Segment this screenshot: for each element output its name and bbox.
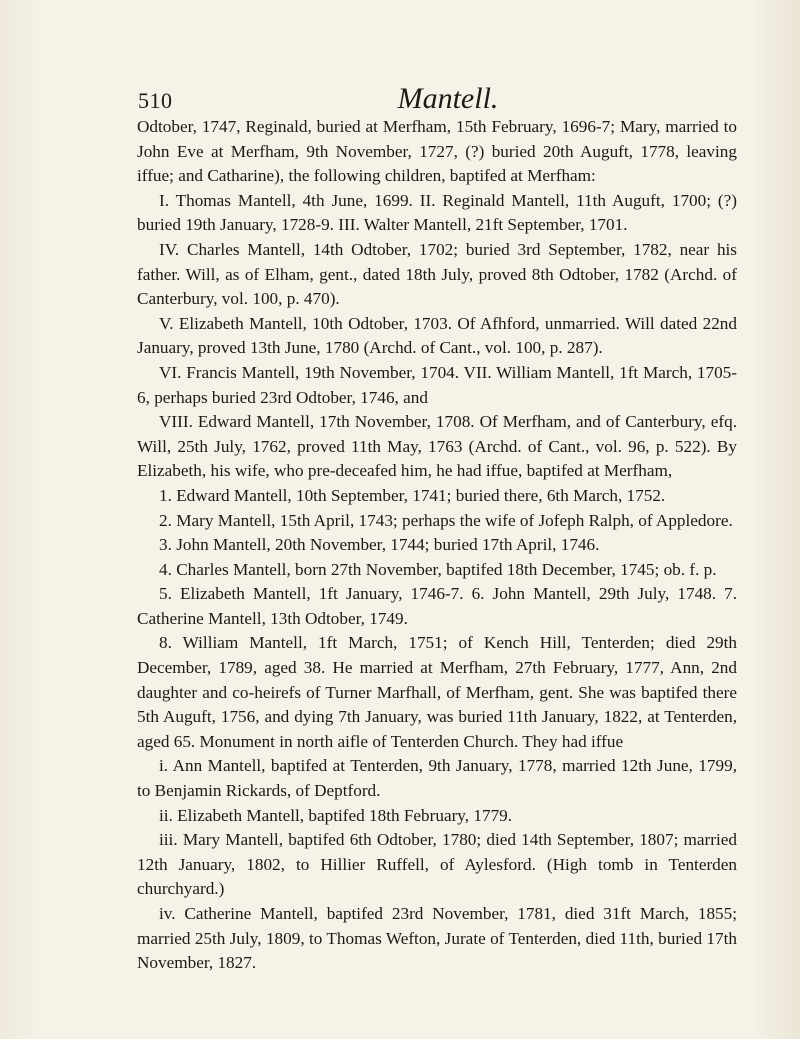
paragraph: Odtober, 1747, Reginald, buried at Merfham, 15th February, 1696-7; Mary, married to John Eve at Merfham, 9th November, 1727, (?) buried 20th Auguft, 1778, leaving iffue; and Catharine), the following children, baptifed at Merfham: — [137, 117, 737, 186]
paragraph: 4. Charles Mantell, born 27th November, baptifed 18th December, 1745; ob. f. p. — [159, 559, 717, 579]
paragraph: i. Ann Mantell, baptifed at Tenterden, 9th January, 1778, married 12th June, 1799, to Benjamin Rickards, of Deptford. — [137, 756, 737, 801]
paragraph: 8. William Mantell, 1ft March, 1751; of Kench Hill, Tenterden; died 29th December, 1789, aged 38. He married at Merfham, 27th February, 1777, Ann, 2nd daughter and co-heirefs of Turner Marfhall, of Merfham, gent. She was baptifed there 5th Auguft, 1756, and dying 7th January, was buried 11th January, 1822, at Tenterden, aged 65. Monument in north aifle of Tenterden Church. They had iffue — [137, 633, 737, 751]
paragraph: I. Thomas Mantell, 4th June, 1699. II. Reginald Mantell, 11th Auguft, 1700; (?) buried 19th January, 1728-9. III. Walter Mantell, 21ft September, 1701. — [137, 190, 737, 235]
paragraph: 3. John Mantell, 20th November, 1744; buried 17th April, 1746. — [159, 535, 600, 555]
paragraph: 2. Mary Mantell, 15th April, 1743; perhaps the wife of Jofeph Ralph, of Appledore. — [159, 510, 733, 530]
running-head: Mantell. — [397, 82, 499, 115]
paragraph: iii. Mary Mantell, baptifed 6th Odtober, 1780; died 14th September, 1807; married 12th January, 1802, to Hillier Ruffell, of Aylesford. (High tomb in Tenterden churchyard.) — [137, 830, 737, 899]
paragraph: 5. Elizabeth Mantell, 1ft January, 1746-7. 6. John Mantell, 29th July, 1748. 7. Catherine Mantell, 13th Odtober, 1749. — [137, 584, 737, 628]
page-header — [138, 66, 738, 115]
page-body — [137, 115, 737, 976]
paragraph: VI. Francis Mantell, 19th November, 1704. VII. William Mantell, 1ft March, 1705-6, perhaps buried 23rd Odtober, 1746, and — [137, 362, 737, 407]
paragraph: VIII. Edward Mantell, 17th November, 1708. Of Merfham, and of Canterbury, efq. Will, 25th July, 1762, proved 11th May, 1763 (Archd. of Cant., vol. 96, p. 522). By Elizabeth, his wife, who pre-deceafed him, he had iffue, baptifed at Merfham, — [137, 412, 737, 481]
paragraph: V. Elizabeth Mantell, 10th Odtober, 1703. Of Afhford, unmarried. Will dated 22nd January, proved 13th June, 1780 (Archd. of Cant., vol. 100, p. 287). — [137, 313, 737, 358]
paragraph: 1. Edward Mantell, 10th September, 1741; buried there, 6th March, 1752. — [159, 485, 666, 505]
paragraph: IV. Charles Mantell, 14th Odtober, 1702; buried 3rd September, 1782, near his father. Will, as of Elham, gent., dated 18th July, proved 8th Odtober, 1782 (Archd. of Canterbury, vol. 100, p. 470). — [137, 239, 737, 309]
paragraph: iv. Catherine Mantell, baptifed 23rd November, 1781, died 31ft March, 1855; married 25th July, 1809, to Thomas Wefton, Jurate of Tenterden, died 11th, buried 17th November, 1827. — [137, 904, 737, 973]
page-number: 510 — [138, 88, 173, 113]
paragraph: ii. Elizabeth Mantell, baptifed 18th February, 1779. — [159, 805, 513, 825]
